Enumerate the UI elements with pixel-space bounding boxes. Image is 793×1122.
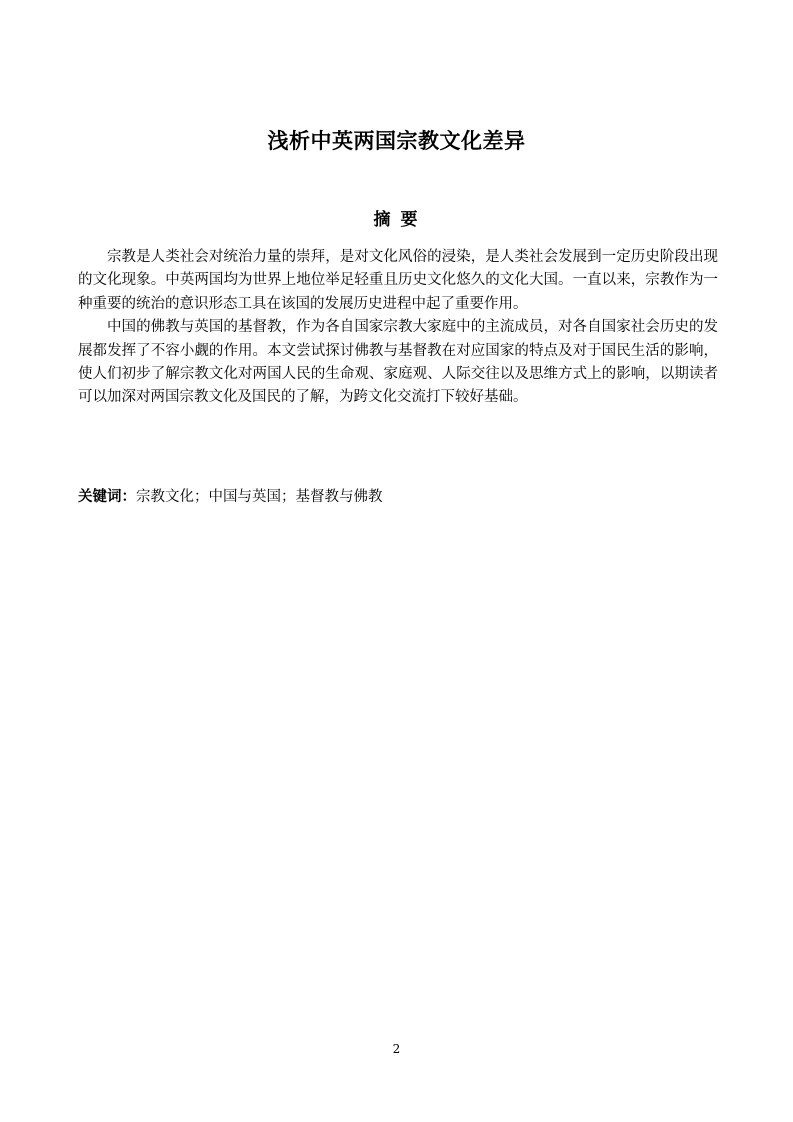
page-number: 2 — [392, 1042, 401, 1056]
abstract-paragraph: 宗教是人类社会对统治力量的崇拜，是对文化风俗的浸染，是人类社会发展到一定历史阶段出现的文化现象。中英两国均为世界上地位举足轻重且历史文化悠久的文化大国。一直以来，宗教作为一种重要的统治的意识形态工具在该国的发展历史进程中起了重要作用。 — [78, 249, 718, 312]
keywords-line — [78, 486, 718, 508]
abstract-body — [78, 246, 718, 410]
abstract-paragraph: 中国的佛教与英国的基督教，作为各自国家宗教大家庭中的主流成员，对各自国家社会历史的发展都发挥了不容小觑的作用。本文尝试探讨佛教与基督教在对应国家的特点及对于国民生活的影响，使人们初步了解宗教文化对两国人民的生命观、家庭观、人际交往以及思维方式上的影响，以期读者可以加深对两国宗教文化及国民的了解，为跨文化交流打下较好基础。 — [78, 319, 718, 406]
keywords-label: 关键词： — [78, 489, 136, 505]
document-title: 浅析中英两国宗教文化差异 — [267, 129, 526, 153]
keywords-value: 宗教文化；中国与英国；基督教与佛教 — [136, 489, 383, 505]
abstract-heading: 摘 要 — [373, 210, 420, 230]
